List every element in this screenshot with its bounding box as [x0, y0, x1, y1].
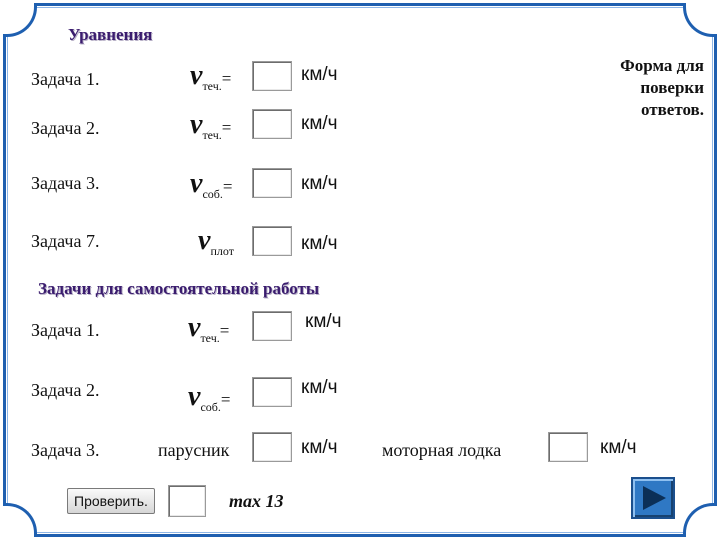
answer-input-motorboat[interactable]	[548, 432, 588, 462]
unit-label: км/ч	[305, 311, 342, 332]
play-icon	[633, 479, 673, 517]
sailboat-label: парусник	[158, 440, 230, 460]
unit-label: км/ч	[301, 64, 338, 85]
unit-label: км/ч	[600, 437, 637, 458]
task-label: Задача 1.	[31, 69, 100, 89]
velocity-expression: $v_{теч.}=$	[190, 60, 232, 93]
task-label: Задача 2.	[31, 118, 100, 138]
unit-label: км/ч	[301, 233, 338, 254]
task-label: Задача 3.	[31, 173, 100, 193]
unit-label: км/ч	[301, 377, 338, 398]
unit-label: км/ч	[301, 437, 338, 458]
answer-input-self2[interactable]	[252, 377, 292, 407]
task-label: Задача 7.	[31, 231, 100, 251]
velocity-expression: $v_{теч.}=$	[190, 109, 232, 142]
task-label: Задача 3.	[31, 440, 100, 460]
max-score-label: max 13	[229, 491, 284, 511]
task-label: Задача 2.	[31, 380, 100, 400]
answer-input-eq2[interactable]	[252, 109, 292, 139]
score-field	[168, 485, 206, 517]
answer-input-eq3[interactable]	[252, 168, 292, 198]
check-button[interactable]: Проверить.	[67, 488, 155, 514]
velocity-expression: $v_{плот}$	[198, 225, 234, 258]
answer-input-self1[interactable]	[252, 311, 292, 341]
velocity-expression: $v_{теч.}=$	[188, 312, 230, 345]
answer-input-sailboat[interactable]	[252, 432, 292, 462]
unit-label: км/ч	[301, 173, 338, 194]
page-title: Уравнения	[68, 25, 153, 44]
answer-form-label: Форма для поверки ответов.	[620, 56, 704, 119]
velocity-expression: $v_{соб.}=$	[188, 381, 231, 414]
answer-input-eq7[interactable]	[252, 226, 292, 256]
next-button[interactable]	[631, 477, 675, 519]
unit-label: км/ч	[301, 113, 338, 134]
task-label: Задача 1.	[31, 320, 100, 340]
section-title: Задачи для самостоятельной работы	[38, 279, 320, 298]
motorboat-label: моторная лодка	[382, 440, 502, 460]
velocity-expression: $v_{соб.}=$	[190, 168, 233, 201]
answer-input-eq1[interactable]	[252, 61, 292, 91]
